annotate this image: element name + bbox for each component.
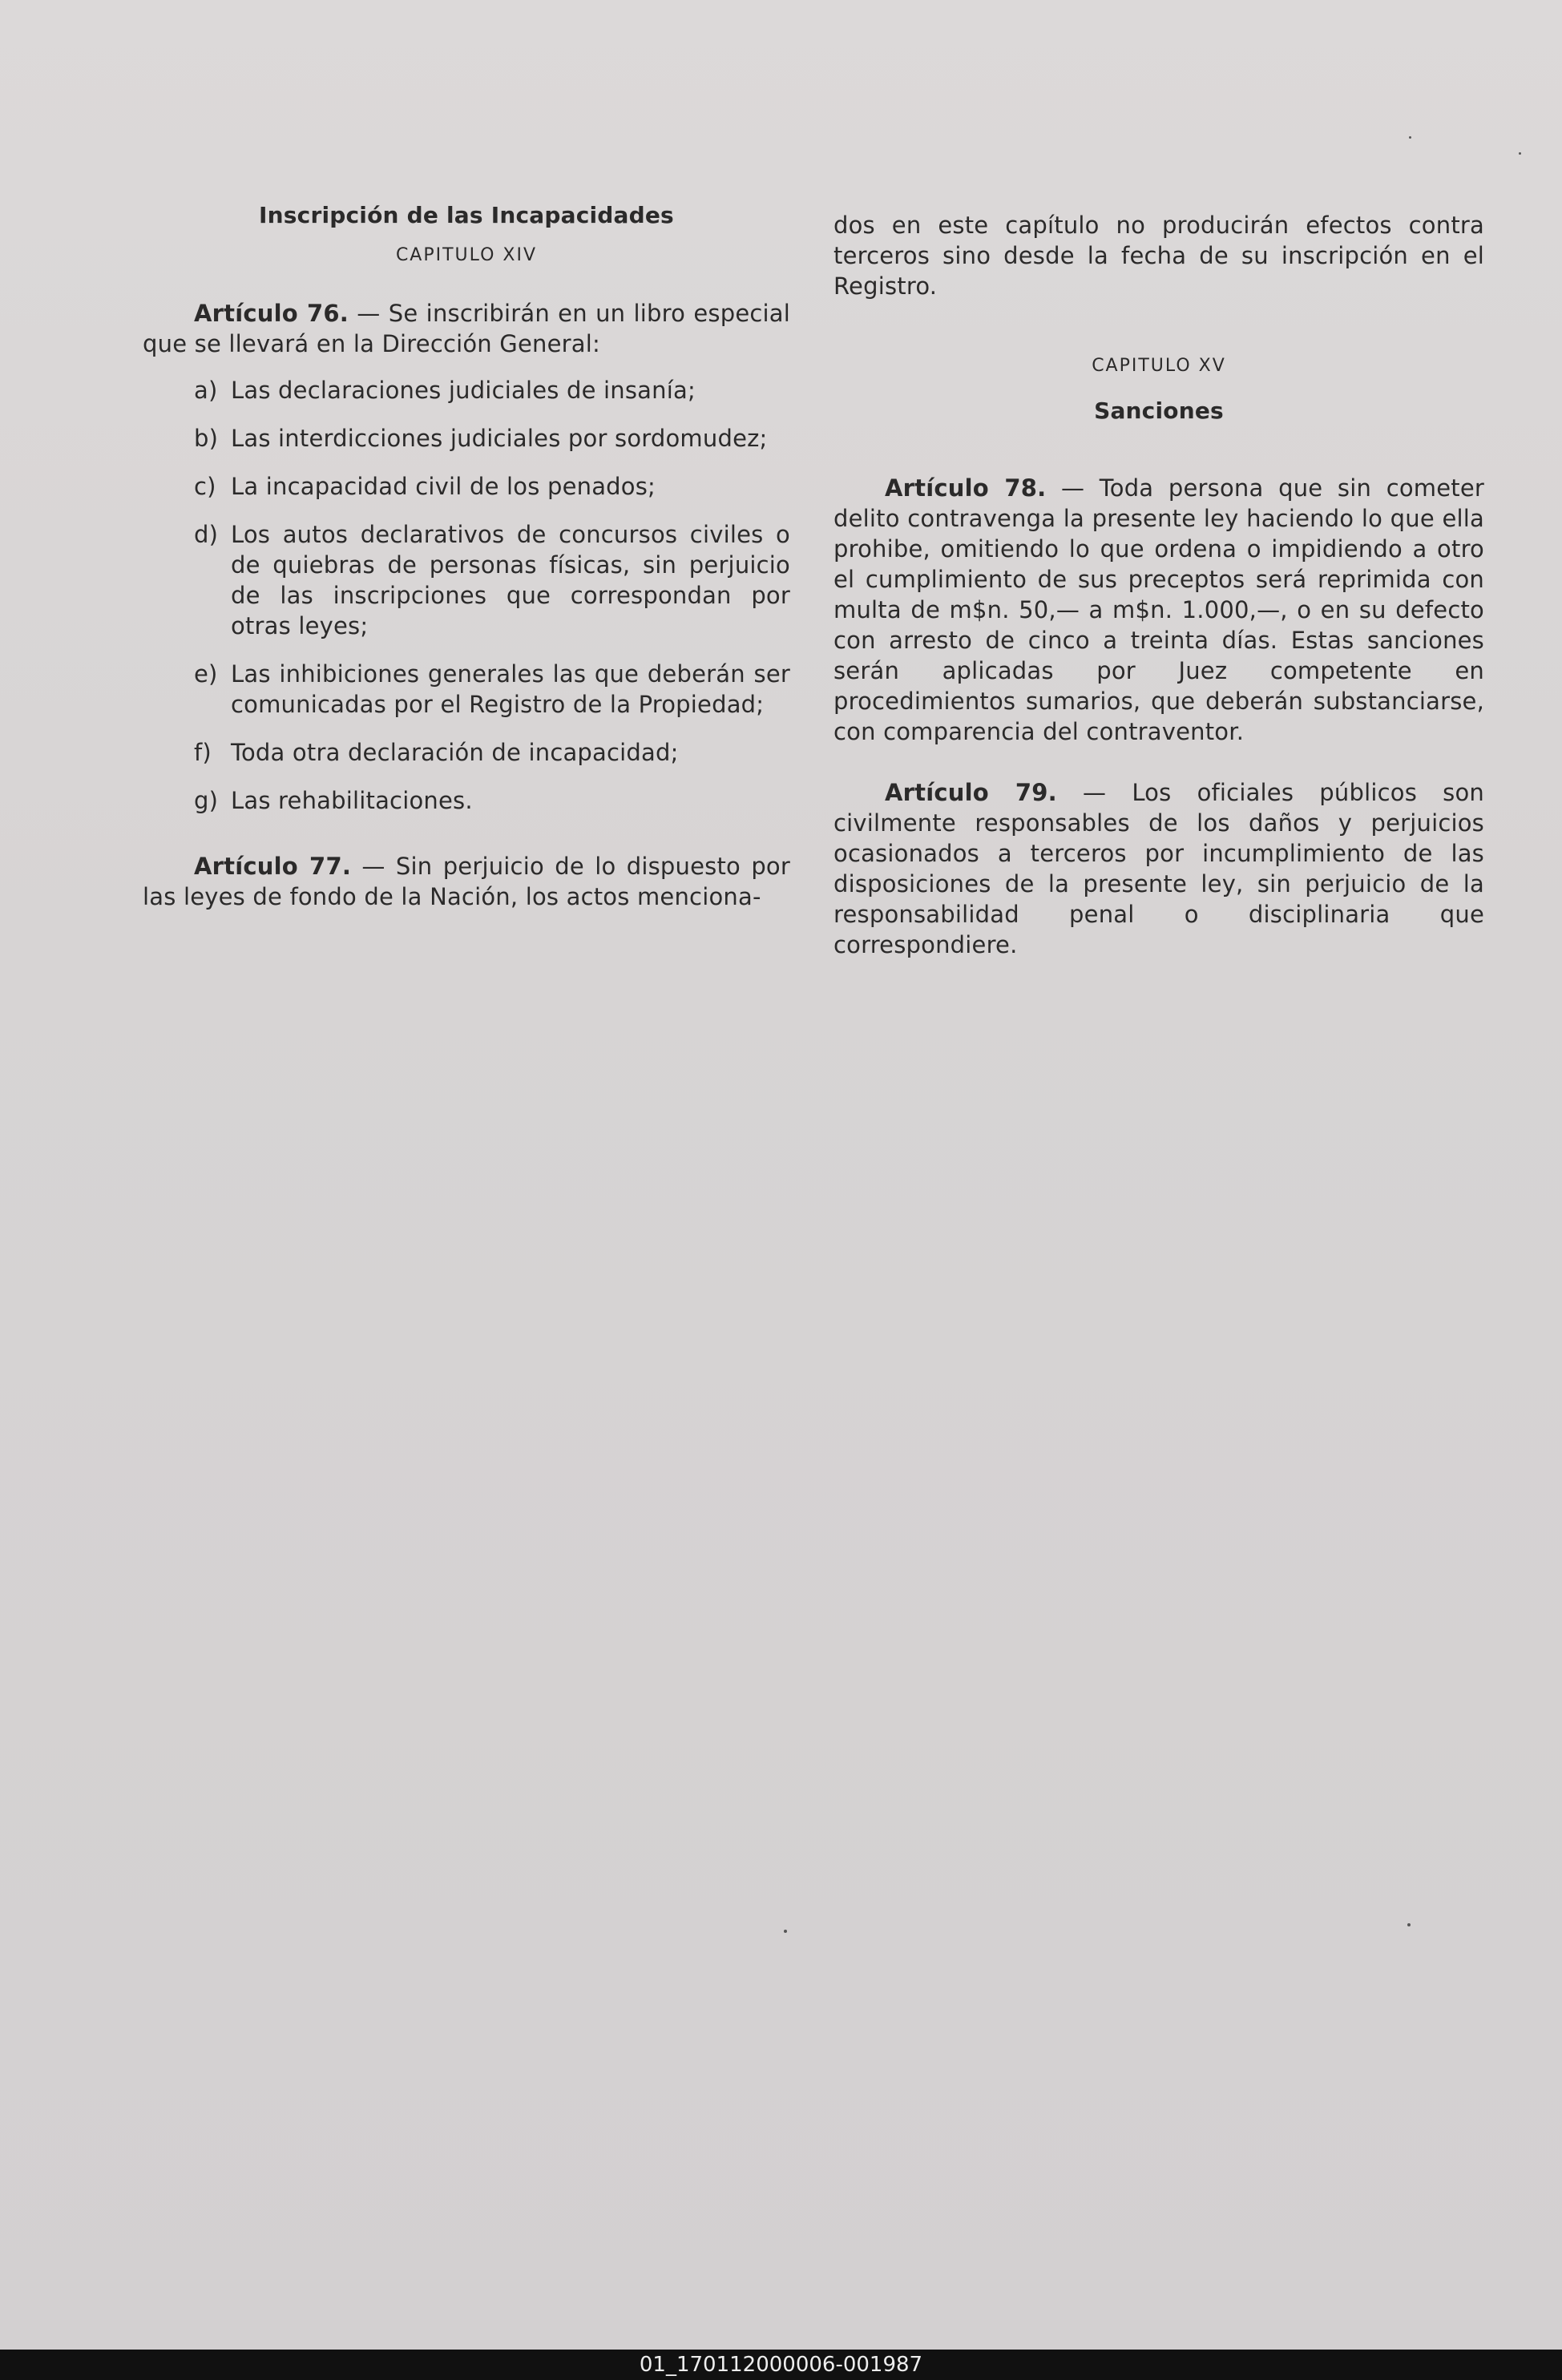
list-item-letter: a): [194, 377, 218, 404]
list-item-text: Los autos declarativos de concursos civiles o de quiebras de personas físicas, sin perjuicio de las inscripciones que correspondan por otras leyes;: [231, 521, 790, 639]
paper-speck: [1409, 136, 1411, 139]
list-item-letter: g): [194, 787, 219, 814]
article-76: [143, 298, 790, 359]
article-78: [833, 473, 1484, 747]
article-76-heading: Artículo 76.: [194, 300, 349, 327]
list-item-text: Las declaraciones judiciales de insanía;: [231, 377, 696, 404]
list-item: [194, 519, 790, 641]
list-item-letter: d): [194, 521, 219, 548]
paper-speck: [1407, 1923, 1411, 1926]
article-78-heading: Artículo 78.: [885, 474, 1047, 502]
list-item-letter: c): [194, 473, 216, 500]
list-item: [194, 375, 790, 405]
article-79: [833, 777, 1484, 960]
list-item-letter: b): [194, 425, 219, 452]
list-item: [194, 737, 790, 768]
list-item-text: Toda otra declaración de incapacidad;: [231, 739, 679, 766]
article-78-text: — Toda persona que sin cometer delito contravenga la presente ley haciendo lo que ella prohibe, omitiendo lo que ordena o impidiendo a otro el cumplimiento de sus preceptos será reprimida con multa de m$n. 50,— a m$n. 1.000,—, o en su defecto con arresto de cinco a treinta días. Estas sanciones serán aplicadas por Juez competente en procedimientos sumarios, que deberán substanciarse, con comparencia del contraventor.: [833, 474, 1485, 745]
chapter-xv-label: CAPITULO XV: [1092, 356, 1226, 376]
scan-id-label: 01_170112000006-001987: [639, 2353, 923, 2377]
list-item: [194, 785, 790, 816]
list-item-letter: f): [194, 739, 212, 766]
list-item-text: Las inhibiciones generales las que deberán ser comunicadas por el Registro de la Propiedad;: [231, 660, 790, 718]
article-77-continuation: dos en este capítulo no producirán efectos contra terceros sino desde la fecha de su inscripción en el Registro.: [833, 212, 1484, 300]
list-item-text: La incapacidad civil de los penados;: [231, 473, 656, 500]
list-item: [194, 471, 790, 502]
article-77-heading: Artículo 77.: [194, 853, 352, 880]
article-79-heading: Artículo 79.: [885, 779, 1057, 806]
article-76-text: — Se inscribirán en un libro especial que se llevará en la Dirección General:: [143, 300, 790, 357]
list-item-text: Las interdicciones judiciales por sordomudez;: [231, 425, 768, 452]
scan-id-bar: [0, 2350, 1562, 2380]
paper-speck: [1519, 152, 1521, 155]
list-item-text: Las rehabilitaciones.: [231, 787, 473, 814]
article-77: [143, 851, 790, 912]
section-title-sanciones: Sanciones: [1094, 397, 1224, 424]
paper-speck: [784, 1930, 787, 1933]
article-77-text: — Sin perjuicio de lo dispuesto por las leyes de fondo de la Nación, los actos menciona-: [143, 853, 790, 910]
section-title-incapacidades: Inscripción de las Incapacidades: [259, 202, 674, 228]
right-column: [833, 210, 1484, 960]
chapter-xiv-label: CAPITULO XIV: [395, 245, 538, 265]
left-column: [143, 200, 790, 912]
list-item: [194, 659, 790, 720]
article-79-text: — Los oficiales públicos son civilmente responsables de los daños y perjuicios ocasionados a terceros por incumplimiento de las disposiciones de la presente ley, sin perjuicio de la responsabilidad penal o disciplinaria que correspondiere.: [833, 779, 1484, 958]
list-item-letter: e): [194, 660, 218, 688]
incapacity-list: [143, 375, 790, 816]
list-item: [194, 423, 790, 454]
